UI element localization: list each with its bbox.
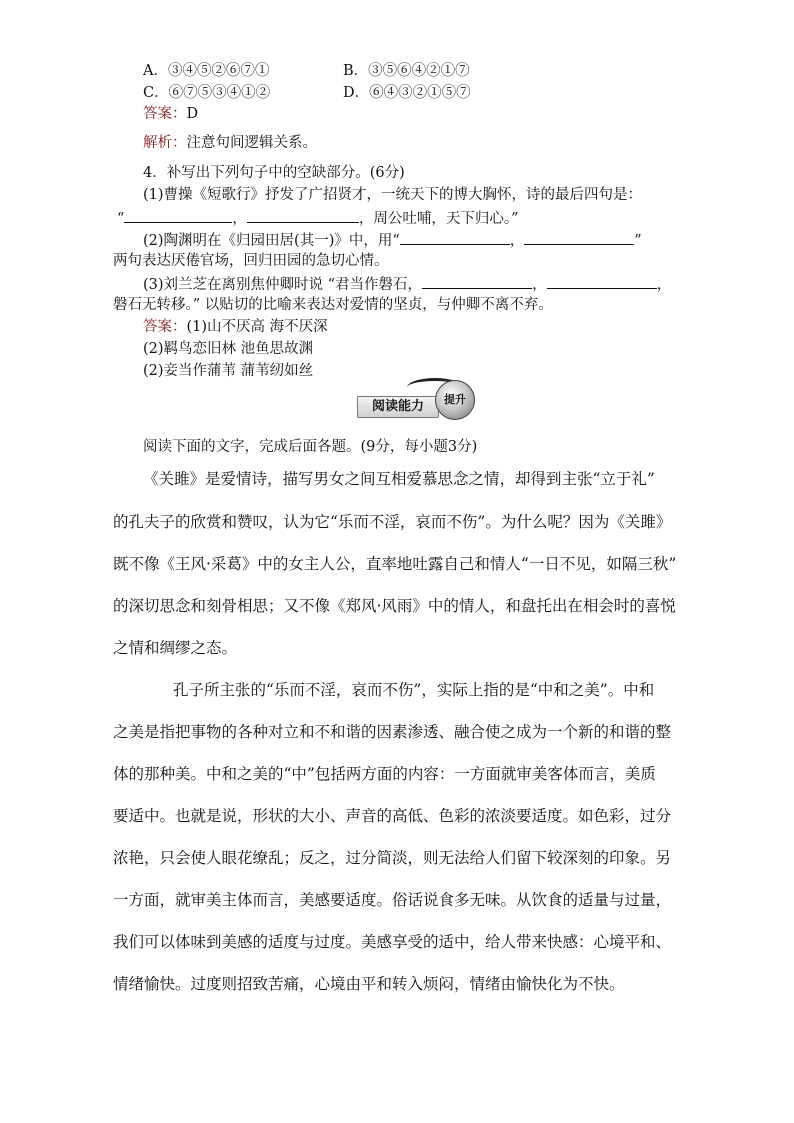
- q4-item1-line1: (1)曹操《短歌行》抒发了广招贤才，一统天下的博大胸怀，诗的最后四句是：: [143, 187, 643, 203]
- reading-intro: 阅读下面的文字，完成后面各题。(9分，每小题3分): [143, 439, 478, 455]
- reading-paragraph-2-line: 要适中。也就是说，形状的大小、声音的高低、色彩的浓淡要适度。如色彩，过分: [113, 807, 672, 825]
- fill-blank[interactable]: [124, 208, 232, 223]
- answer-4-line2: (2)羁鸟恋旧林 池鱼思故渊: [143, 341, 314, 357]
- fill-blank[interactable]: [524, 230, 634, 245]
- answer-3: [143, 105, 198, 123]
- option-c: C．⑥⑦⑤③④①②: [143, 85, 271, 101]
- reading-paragraph-1-line: 之情和绸缪之态。: [113, 639, 238, 657]
- option-b: B．③⑤⑥④②①⑦: [343, 63, 470, 79]
- reading-paragraph-2-line: 我们可以体味到美感的适度与过度。美感享受的适中，给人带来快感：心境平和、: [113, 933, 672, 951]
- option-row-2: [143, 84, 471, 102]
- badge-label: 阅读能力: [357, 396, 439, 418]
- answer-label: 答案：: [143, 319, 187, 335]
- q4-item3-line2: 磐石无转移。” 以贴切的比喻来表达对爱情的坚贞，与仲卿不离不弃。: [113, 297, 553, 313]
- reading-paragraph-1-line: 的深切思念和刻骨相思；又不像《郑风·风雨》中的情人，和盘托出在相会时的喜悦: [113, 597, 676, 615]
- reading-paragraph-1-line: 《关雎》是爱情诗，描写男女之间互相爱慕思念之情，却得到主张“立于礼”: [143, 470, 655, 488]
- q4-item2-line1: (2)陶渊明在《归园田居(其一)》中，用“ ， ”: [143, 230, 642, 250]
- reading-paragraph-2-line: 情绪愉快。过度则招致苦痛，心境由平和转入烦闷，情绪由愉快化为不快。: [113, 975, 625, 993]
- reading-paragraph-2-line: 之美是指把事物的各种对立和不和谐的因素渗透、融合使之成为一个新的和谐的整: [113, 723, 672, 741]
- answer-4-line3: (2)妾当作蒲苇 蒲苇纫如丝: [143, 363, 314, 379]
- option-row-1: [143, 62, 470, 80]
- reading-paragraph-1-line: 的孔夫子的欣赏和赞叹，认为它“乐而不淫，哀而不伤”。为什么呢？因为《关雎》: [113, 513, 672, 531]
- reading-paragraph-1-line: 既不像《王风·采葛》中的女主人公，直率地吐露自己和情人“一日不见，如隔三秋”: [113, 555, 677, 573]
- q4-item1-line2: “ ， ，周公吐哺，天下归心。”: [117, 208, 519, 228]
- reading-paragraph-2-line: 一方面，就审美主体而言，美感要适度。俗话说食多无味。从饮食的适量与过量，: [113, 891, 672, 909]
- answer-4-line1: 答案：(1)山不厌高 海不厌深: [143, 319, 328, 335]
- analysis-label: 解析：: [143, 135, 187, 151]
- fill-blank[interactable]: [400, 230, 510, 245]
- fill-blank[interactable]: [547, 274, 657, 289]
- fill-blank[interactable]: [422, 274, 532, 289]
- section-badge: [355, 378, 475, 420]
- answer-value: D: [186, 106, 199, 122]
- q4-item2-line2: 两句表达厌倦官场，回归田园的急切心情。: [113, 253, 389, 269]
- reading-paragraph-2-line: 孔子所主张的“乐而不淫，哀而不伤”，实际上指的是“中和之美”。中和: [173, 681, 655, 699]
- analysis-text: 注意句间逻辑关系。: [186, 135, 317, 151]
- reading-paragraph-2-line: 浓艳，只会使人眼花缭乱；反之，过分简淡，则无法给人们留下较深刻的印象。另: [113, 849, 672, 867]
- q4-item3-line1: (3)刘兰芝在离别焦仲卿时说 “君当作磐石， ， ，: [143, 274, 671, 294]
- badge-circle-icon: 提升: [435, 380, 475, 420]
- analysis-3: [143, 134, 317, 152]
- fill-blank[interactable]: [247, 208, 359, 223]
- question-4-title: 4．补写出下列句子中的空缺部分。(6分): [143, 165, 405, 181]
- reading-paragraph-2-line: 体的那种美。中和之美的“中”包括两方面的内容：一方面就审美客体而言，美质: [113, 765, 656, 783]
- option-d: D．⑥④③②①⑤⑦: [343, 85, 471, 101]
- answer-label: 答案：: [143, 106, 187, 122]
- option-a: A．③④⑤②⑥⑦①: [143, 63, 270, 79]
